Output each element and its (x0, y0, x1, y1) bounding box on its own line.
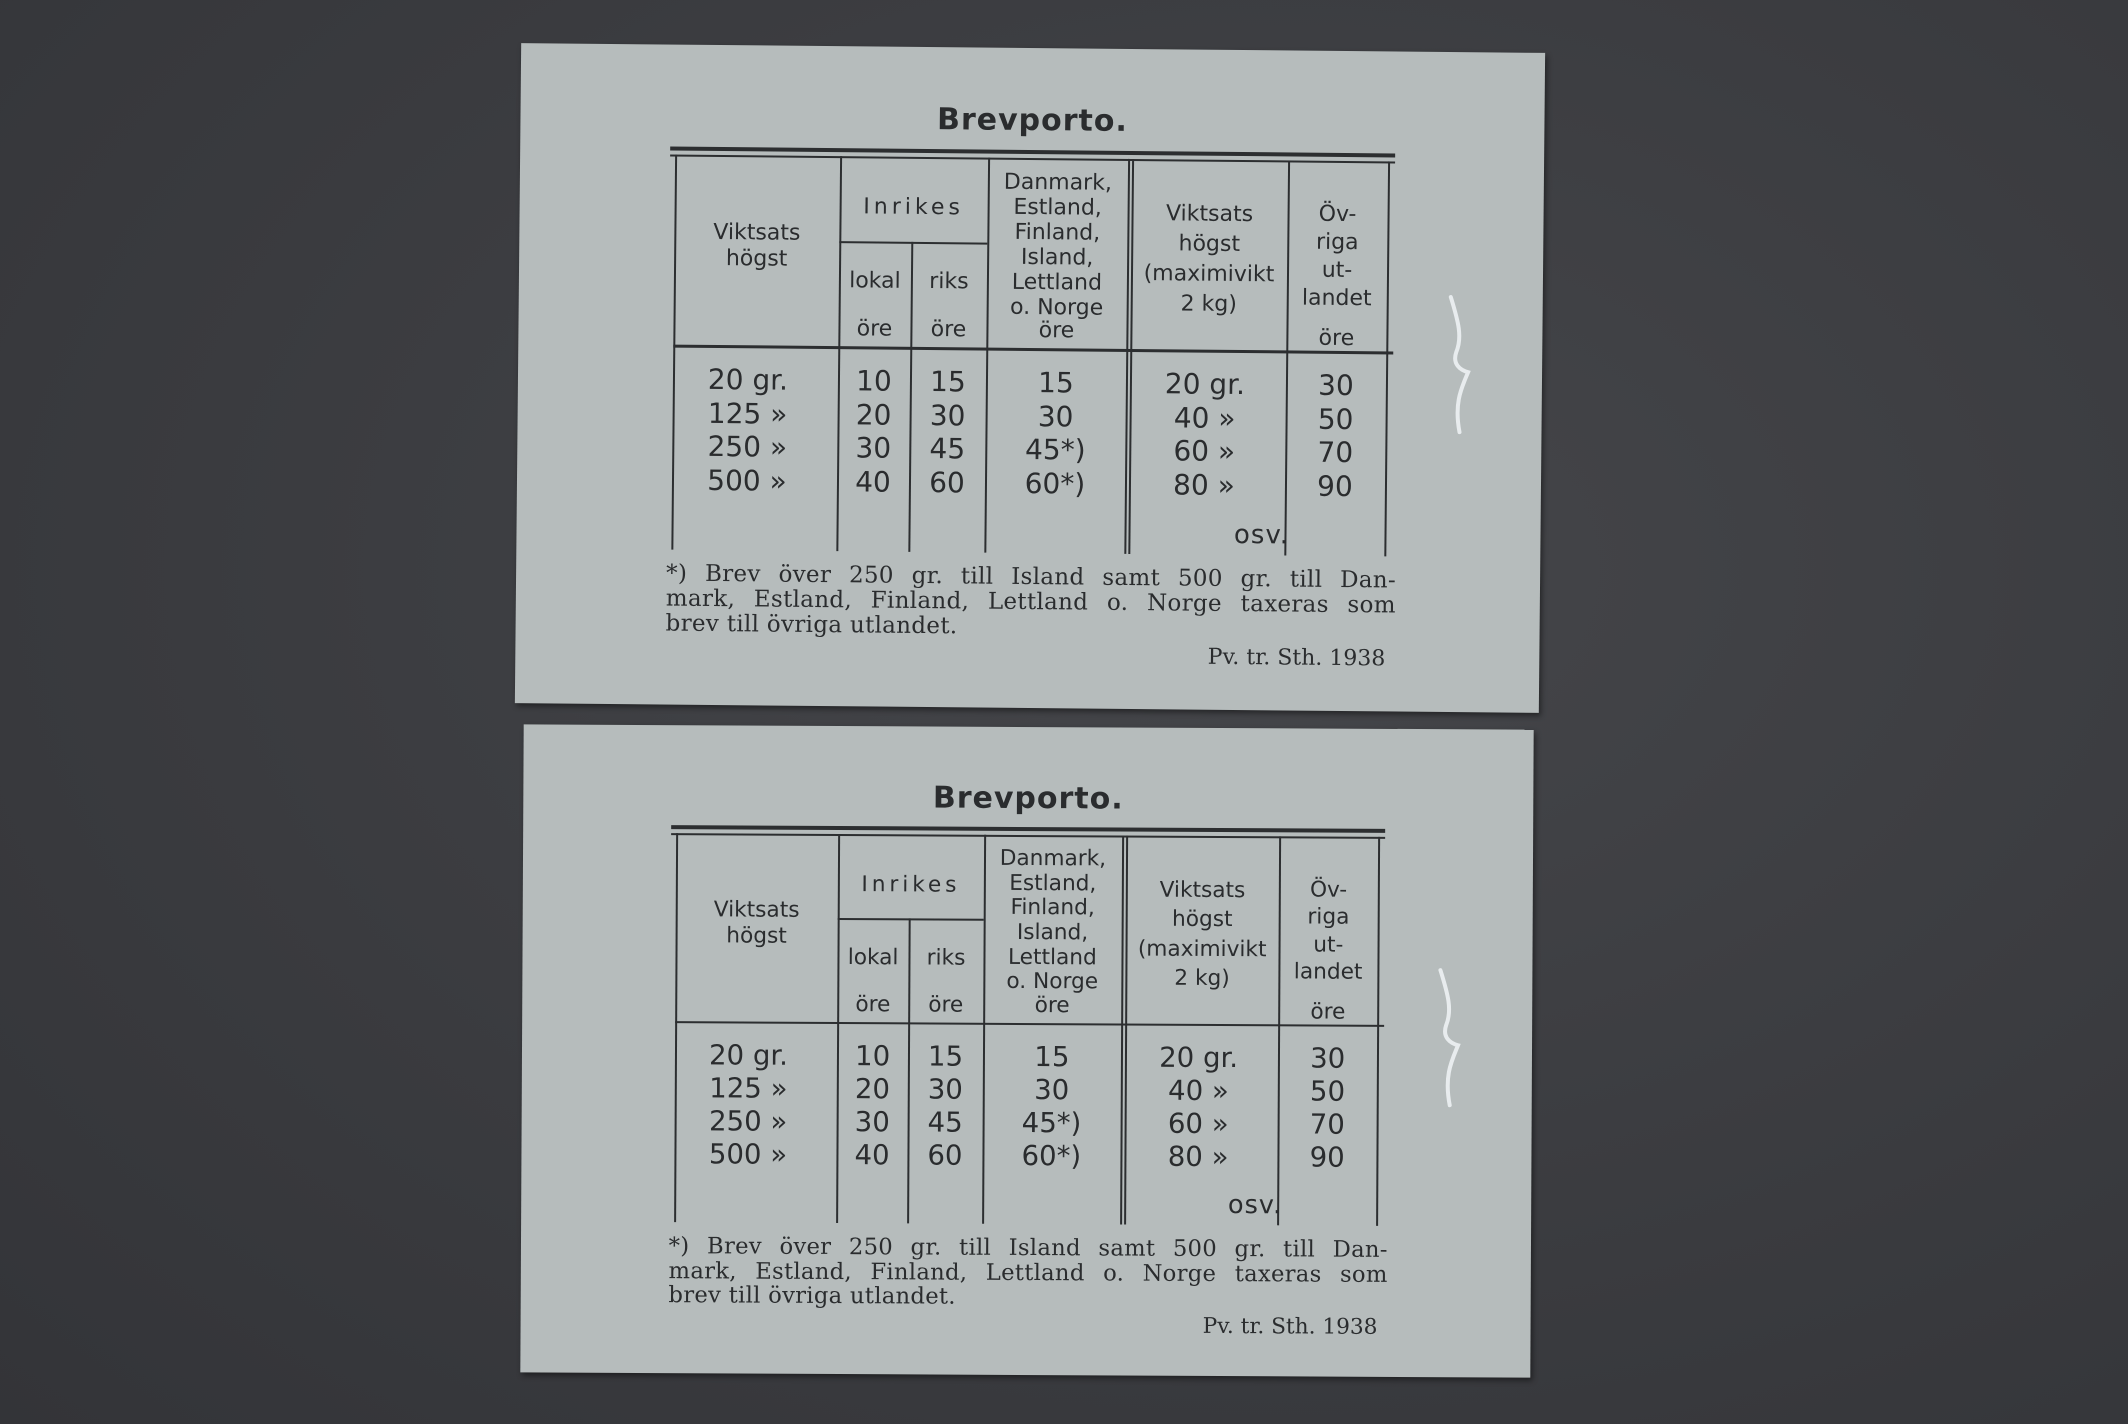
row-weight-max: 60 » (1173, 434, 1236, 468)
card-title: Brevporto. (936, 102, 1129, 139)
header-national: riks (929, 269, 969, 295)
row-weight: 20 gr. (708, 1038, 789, 1072)
footnote-line: brev till övriga utlandet. (668, 1282, 956, 1311)
footnote-line: *) Brev över 250 gr. till Island samt 500 gr. till Dan- (665, 560, 1397, 594)
row-other: 90 (1309, 1140, 1345, 1174)
row-weight-max: 80 » (1167, 1139, 1229, 1174)
row-local: 30 (854, 1105, 890, 1139)
row-other: 50 (1309, 1074, 1346, 1108)
row-weight: 500 » (707, 463, 787, 498)
row-national: 45 (929, 432, 966, 466)
row-nordic: 60*) (1021, 1139, 1082, 1173)
row-weight-max: 80 » (1172, 467, 1235, 502)
row-weight: 250 » (708, 1104, 788, 1138)
ore-local: öre (855, 992, 891, 1018)
inrikes-underline (839, 241, 987, 244)
row-nordic: 30 (1034, 1073, 1070, 1107)
header-weight-max: Viktsats högst (maximivikt 2 kg) (1143, 201, 1275, 317)
ore-other: öre (1310, 999, 1346, 1025)
osv-label: osv. (1227, 1189, 1283, 1221)
footnote-line: *) Brev över 250 gr. till Island samt 500 gr. till Dan- (668, 1233, 1388, 1264)
card-title: Brevporto. (932, 780, 1124, 817)
row-other: 90 (1316, 469, 1353, 503)
row-local: 30 (855, 431, 892, 465)
row-weight-max: 40 » (1173, 400, 1236, 435)
row-nordic: 15 (1034, 1040, 1070, 1074)
row-other: 70 (1317, 435, 1354, 470)
top-double-rule (671, 826, 1385, 834)
row-weight-max: 40 » (1168, 1073, 1229, 1108)
osv-label: osv. (1233, 519, 1290, 551)
row-nordic: 45*) (1024, 432, 1086, 467)
header-weight: Viktsats högst (713, 897, 800, 949)
ore-nordic: öre (1038, 318, 1075, 344)
row-weight: 125 » (709, 1071, 788, 1105)
row-national: 30 (929, 398, 966, 432)
row-nordic: 15 (1037, 366, 1074, 400)
footnote-line: mark, Estland, Finland, Lettland o. Norge taxeras som (665, 585, 1396, 619)
row-national: 15 (929, 365, 966, 399)
imprint-text: Pv. tr. Sth. 1938 (1202, 1313, 1378, 1340)
header-weight-max: Viktsats högst (maximivikt 2 kg) (1137, 877, 1267, 992)
row-national: 15 (927, 1039, 964, 1073)
row-other: 70 (1309, 1107, 1345, 1141)
row-weight-max: 20 gr. (1164, 367, 1246, 402)
row-local: 40 (854, 1138, 890, 1172)
row-weight: 125 » (707, 396, 788, 431)
inrikes-underline (838, 918, 984, 921)
row-other: 30 (1317, 368, 1354, 403)
row-national: 45 (927, 1105, 963, 1139)
row-weight-max: 60 » (1167, 1106, 1229, 1141)
footnote-line: mark, Estland, Finland, Lettland o. Norge taxeras som (668, 1257, 1388, 1288)
header-domestic: Inrikes (861, 871, 961, 898)
row-other: 30 (1310, 1041, 1346, 1075)
row-national: 60 (929, 465, 965, 499)
row-local: 10 (854, 1039, 891, 1073)
row-nordic: 45*) (1021, 1106, 1082, 1140)
header-other: Öv- riga ut- landet (1301, 201, 1372, 312)
header-nordic: Danmark, Estland, Finland, Island, Lettland o. Norge (1003, 169, 1113, 321)
ore-other: öre (1318, 325, 1355, 352)
row-local: 10 (855, 364, 892, 398)
row-nordic: 60*) (1024, 466, 1086, 501)
row-nordic: 30 (1037, 399, 1074, 433)
ore-national: öre (928, 992, 964, 1018)
header-local: lokal (849, 268, 901, 294)
row-weight: 20 gr. (707, 362, 789, 397)
booklet-cover-bottom (520, 724, 1533, 1377)
header-weight: Viktsats högst (713, 219, 801, 272)
header-local: lokal (847, 944, 899, 970)
row-other: 50 (1317, 402, 1354, 436)
ore-nordic: öre (1034, 992, 1070, 1019)
header-nordic: Danmark, Estland, Finland, Island, Lettland o. Norge (999, 846, 1107, 995)
row-national: 30 (927, 1072, 963, 1106)
row-local: 40 (855, 464, 891, 499)
row-weight-max: 20 gr. (1159, 1040, 1239, 1075)
row-local: 20 (855, 397, 892, 432)
imprint-text: Pv. tr. Sth. 1938 (1207, 644, 1386, 672)
top-rule (671, 833, 1385, 839)
row-national: 60 (927, 1138, 963, 1172)
footnote-line: brev till övriga utlandet. (665, 610, 958, 640)
row-weight: 500 » (708, 1137, 788, 1171)
booklet-cover-top (515, 43, 1545, 713)
row-weight: 250 » (707, 429, 788, 464)
ore-national: öre (930, 317, 967, 343)
header-other: Öv- riga ut- landet (1293, 877, 1363, 986)
row-local: 20 (854, 1072, 891, 1106)
header-national: riks (926, 945, 966, 971)
staple (1437, 292, 1478, 442)
ore-local: öre (856, 316, 893, 342)
staple (1428, 965, 1468, 1113)
header-domestic: Inrikes (863, 194, 965, 221)
